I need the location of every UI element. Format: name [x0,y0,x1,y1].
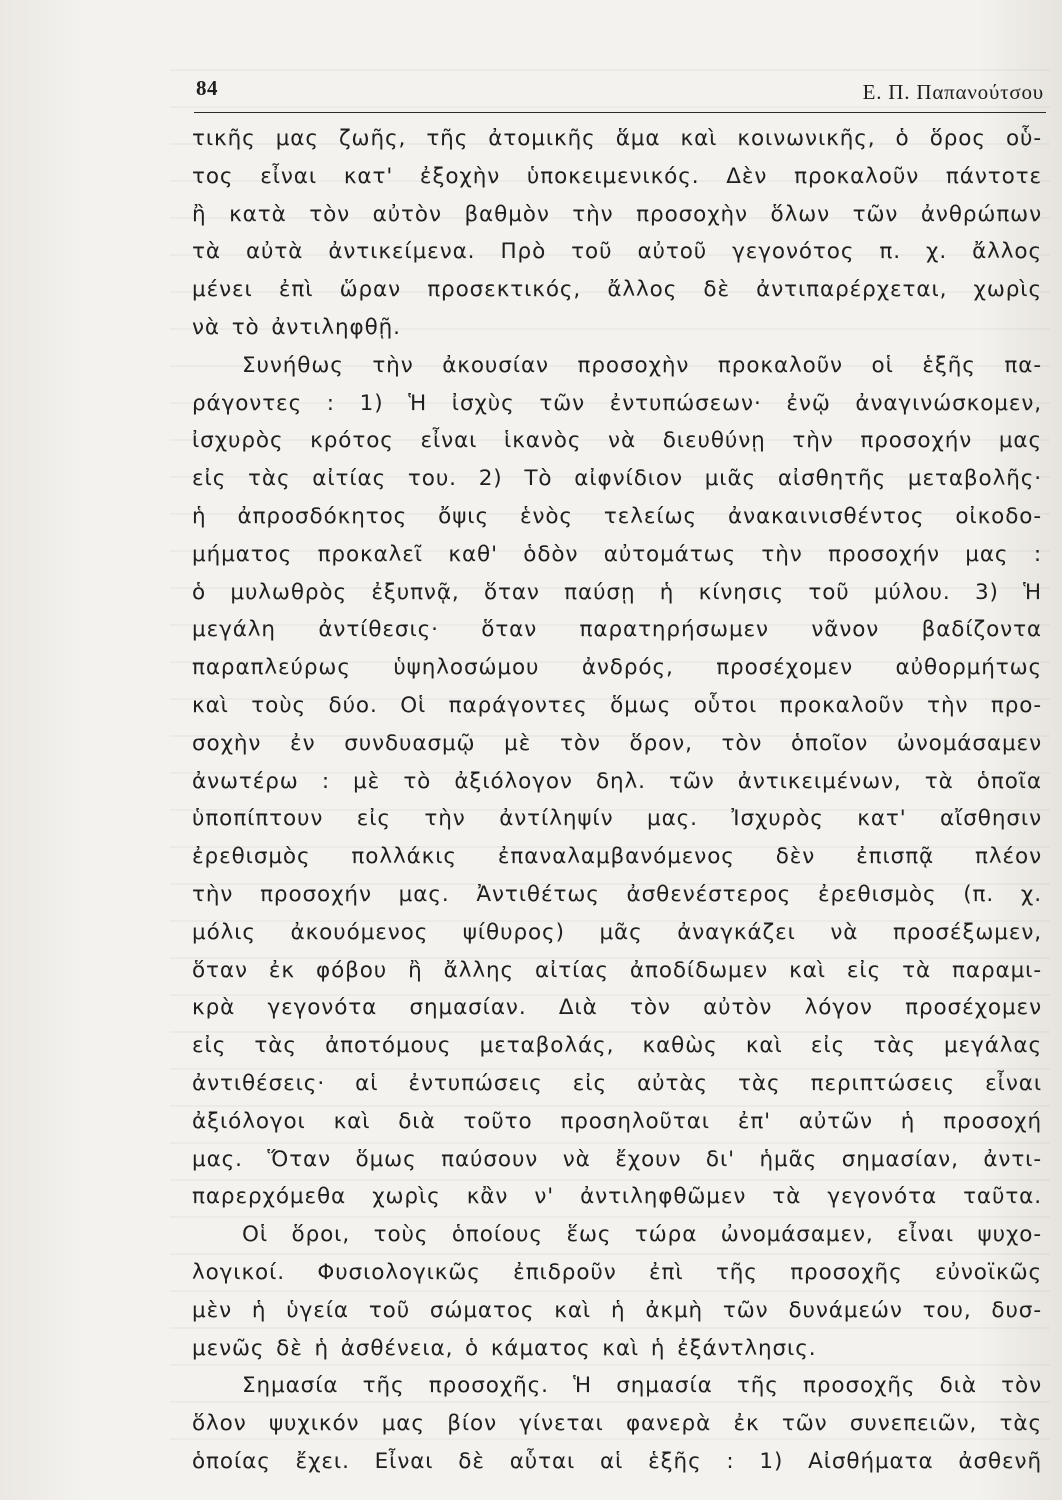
text-line: μόλις ἀκουόμενος ψίθυρος) μᾶς ἀναγκάζει νὰ προσέξωμεν, [192,919,1042,945]
text-line: ὁποίας ἔχει. Εἶναι δὲ αὗται αἱ ἑξῆς : 1) Αἰσθήματα ἀσθενῆ [192,1448,1042,1474]
body-text [192,120,1042,1481]
text-line: λογικοί. Φυσιολογικῶς ἐπιδροῦν ἐπὶ τῆς προσοχῆς εὐνοϊκῶς [192,1259,1042,1285]
paragraph-start-line: Οἱ ὅροι, τοὺς ὁποίους ἕως τώρα ὠνομάσαμεν, εἶναι ψυχο- [242,1222,1042,1248]
paragraph-start-line: Συνήθως τὴν ἀκουσίαν προσοχὴν προκαλοῦν οἱ ἑξῆς πα- [242,352,1042,378]
text-line: ἰσχυρὸς κρότος εἶναι ἱκανὸς νὰ διευθύνῃ τὴν προσοχήν μας [192,428,1042,454]
paragraph-start-line: Σημασία τῆς προσοχῆς. Ἡ σημασία τῆς προσοχῆς διὰ τὸν [242,1373,1042,1399]
text-line: εἰς τὰς αἰτίας του. 2) Τὸ αἰφνίδιον μιᾶς αἰσθητῆς μεταβολῆς· [192,466,1042,492]
page-header [196,72,1046,106]
text-line: ὁ μυλωθρὸς ἐξυπνᾷ, ὅταν παύσῃ ἡ κίνησις τοῦ μύλου. 3) Ἡ [192,579,1042,605]
text-line: μένει ἐπὶ ὥραν προσεκτικός, ἄλλος δὲ ἀντιπαρέρχεται, χωρὶς [192,277,1042,303]
text-line: κρὰ γεγονότα σημασίαν. Διὰ τὸν αὐτὸν λόγον προσέχομεν [192,995,1042,1021]
text-line: μενῶς δὲ ἡ ἀσθένεια, ὁ κάματος καὶ ἡ ἐξάντλησις. [192,1335,817,1361]
text-line: τὰ αὐτὰ ἀντικείμενα. Πρὸ τοῦ αὐτοῦ γεγονότος π. χ. ἄλλος [192,239,1042,265]
text-line: ἀντιθέσεις· αἱ ἐντυπώσεις εἰς αὐτὰς τὰς περιπτώσεις εἶναι [192,1070,1042,1096]
text-line: παρερχόμεθα χωρὶς κἂν ν' ἀντιληφθῶμεν τὰ γεγονότα ταῦτα. [192,1184,1042,1210]
text-line: ἀνωτέρω : μὲ τὸ ἀξιόλογον δηλ. τῶν ἀντικειμένων, τὰ ὁποῖα [192,768,1042,794]
text-line: ἢ κατὰ τὸν αὐτὸν βαθμὸν τὴν προσοχὴν ὅλων τῶν ἀνθρώπων [192,201,1042,227]
text-line: ὅλον ψυχικόν μας βίον γίνεται φανερὰ ἐκ τῶν συνεπειῶν, τὰς [192,1411,1042,1437]
text-line: ἡ ἀπροσδόκητος ὄψις ἑνὸς τελείως ἀνακαινισθέντος οἰκοδο- [192,503,1042,529]
text-line: μήματος προκαλεῖ καθ' ὁδὸν αὐτομάτως τὴν προσοχήν μας : [192,541,1042,567]
text-line: σοχὴν ἐν συνδυασμῷ μὲ τὸν ὅρον, τὸν ὁποῖον ὠνομάσαμεν [192,730,1042,756]
text-line: ὑποπίπτουν εἰς τὴν ἀντίληψίν μας. Ἰσχυρὸς κατ' αἴσθησιν [192,806,1042,832]
text-line: εἰς τὰς ἀποτόμους μεταβολάς, καθὼς καὶ εἰς τὰς μεγάλας [192,1033,1042,1059]
page-number: 84 [196,76,218,100]
text-line: καὶ τοὺς δύο. Οἱ παράγοντες ὅμως οὗτοι προκαλοῦν τὴν προ- [192,692,1042,718]
text-line: παραπλεύρως ὑψηλοσώμου ἀνδρός, προσέχομεν αὐθορμήτως [192,655,1042,681]
text-line: τικῆς μας ζωῆς, τῆς ἀτομικῆς ἅμα καὶ κοινωνικῆς, ὁ ὅρος οὗ- [192,126,1042,151]
text-line: ἐρεθισμὸς πολλάκις ἐπαναλαμβανόμενος δὲν ἐπισπᾷ πλέον [192,844,1042,870]
text-line: τὴν προσοχήν μας. Ἀντιθέτως ἀσθενέστερος ἐρεθισμὸς (π. χ. [192,881,1042,907]
text-line: ἀξιόλογοι καὶ διὰ τοῦτο προσηλοῦται ἐπ' αὐτῶν ἡ προσοχή [192,1108,1042,1134]
header-rule [194,112,1046,113]
text-line: τος εἶναι κατ' ἐξοχὴν ὑποκειμενικός. Δὲν προκαλοῦν πάντοτε [192,163,1042,189]
text-line: νὰ τὸ ἀντιληφθῇ. [192,314,401,340]
text-line: μεγάλη ἀντίθεσις· ὅταν παρατηρήσωμεν νᾶνον βαδίζοντα [192,617,1042,643]
text-line: ὅταν ἐκ φόβου ἢ ἄλλης αἰτίας ἀποδίδωμεν καὶ εἰς τὰ παραμι- [192,957,1042,983]
running-head: Ε. Π. Παπανούτσου [862,80,1044,104]
text-line: μας. Ὅταν ὅμως παύσουν νὰ ἔχουν δι' ἡμᾶς σημασίαν, ἀντι- [192,1146,1042,1172]
text-line: ράγοντες : 1) Ἡ ἰσχὺς τῶν ἐντυπώσεων· ἐνῷ ἀναγινώσκομεν, [192,390,1042,416]
text-line: μὲν ἡ ὑγεία τοῦ σώματος καὶ ἡ ἀκμὴ τῶν δυνάμεών του, δυσ- [192,1297,1042,1323]
